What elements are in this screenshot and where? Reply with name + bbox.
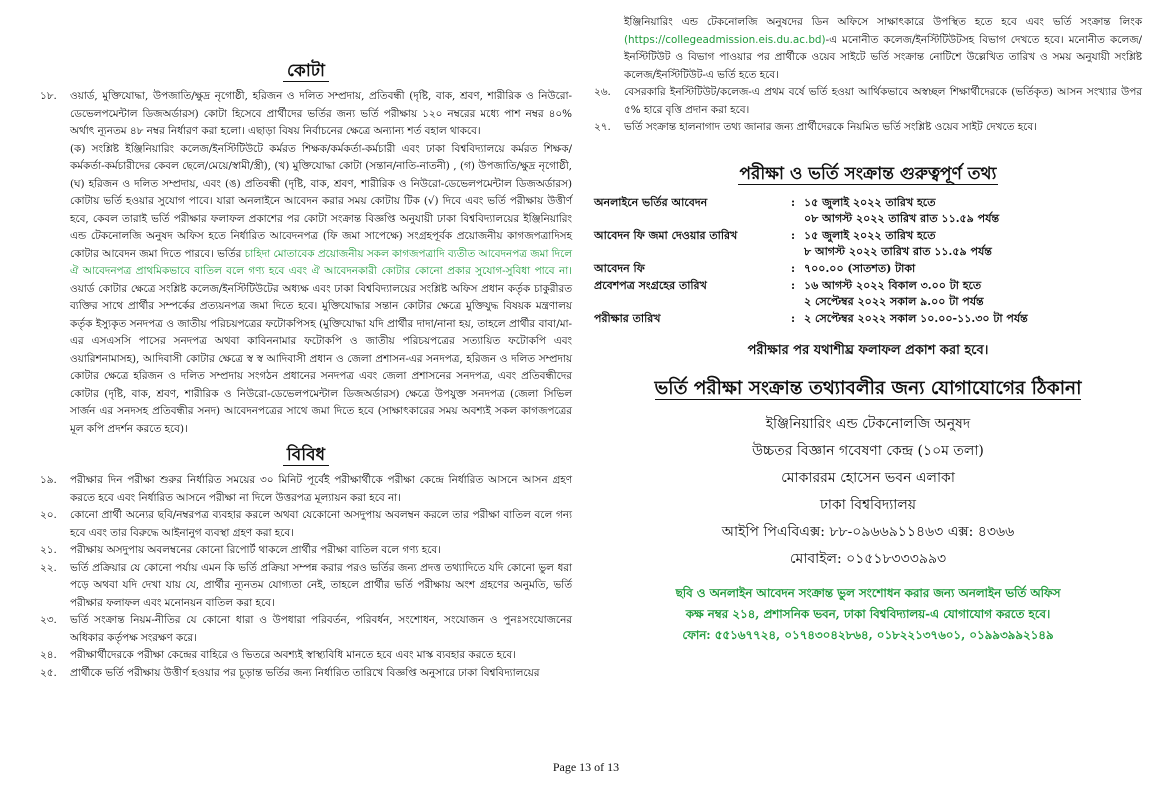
info-colon: : — [790, 228, 796, 242]
info-colon: : — [790, 311, 796, 325]
item-number: ২১. — [40, 544, 57, 556]
item-number: ২২. — [40, 561, 57, 574]
notice-phones: ফোন: ৫৫১৬৭৭২৪, ০১৭৪৩০৪২৮৬৪, ০১৮২২১৩৭৬০১, ০১৯৯৩৯৯২১৪৯ — [682, 627, 1054, 642]
contact-phone: আইপি পিএবিএক্স: ৮৮-০৯৬৬৯১১৪৬৩ এক্স: ৪৩৬৬ — [721, 523, 1015, 540]
contact-line: মোকাররম হোসেন ভবন এলাকা — [781, 469, 955, 486]
misc-heading: বিবিধ — [40, 442, 572, 470]
item-text: বেসরকারি ইনস্টিটিউট/কলেজ-এ প্রথম বর্ষে ভর্তি হওয়া আর্থিকভাবে অস্বচ্ছল শিক্ষার্থীদেরকে (ভর্তিকৃত) আসন সংখ্যার উপর ৫% হারে বৃত্তি প্রদান করা হবে। — [624, 86, 1142, 116]
contact-title: ভর্তি পরীক্ষা সংক্রান্ত তথ্যাবলীর জন্য যোগাযোগের ঠিকানা — [654, 377, 1082, 399]
info-value: ৭০০.০০ (সাতশত) টাকা — [804, 261, 916, 275]
info-label: পরীক্ষার তারিখ — [594, 311, 661, 325]
left-column — [40, 58, 572, 682]
item-number: ২০. — [40, 509, 57, 521]
continued-text-1: ইঞ্জিনিয়ারিং এন্ড টেকনোলজি অনুষদের ডিন অফিসে সাক্ষাৎকারে উপস্থিত হতে হবে এবং ভর্তি সংক্রান্ত লিংক — [624, 16, 1142, 28]
info-value: ১৫ জুলাই ২০২২ তারিখ হতে ৮ আগস্ট ২০২২ তারিখ রাত ১১.৫৯ পর্যন্ত — [804, 228, 992, 258]
online-office-notice — [594, 583, 1142, 646]
misc-item — [40, 612, 572, 647]
notice-line: কক্ষ নম্বর ২১৪, প্রশাসনিক ভবন, ঢাকা বিশ্ববিদ্যালয়-এ যোগাযোগ করতে হবে। — [685, 606, 1051, 621]
info-label: প্রবেশপত্র সংগ্রহের তারিখ — [594, 278, 707, 292]
item-text: প্রার্থীকে ভর্তি পরীক্ষায় উত্তীর্ণ হওয়ার পর চূড়ান্ত ভর্তির জন্য নির্ধারিত তারিখে বিজ্ঞপ্তি অনুসারে ঢাকা বিশ্ববিদ্যালয়ের — [70, 666, 540, 679]
item-text: ভর্তি প্রক্রিয়ার যে কোনো পর্যায় এমন কি ভর্তি প্রক্রিয়া সম্পন্ন করার পরও ভর্তির জন্য প্রদত্ত তথ্যাদিতে যদি কোনো ভুল ধরা পড়ে অথবা যদি দেখা যায় যে, প্রার্থীর ন্যূনতম যোগ্যতা নেই, তাহলে প্রার্থীর ভর্তি পরীক্ষায় অংশ গ্রহণের অনুমতি, ভর্তি পরীক্ষার ফলাফল এবং মনোনয়ন বাতিল করা হবে। — [70, 561, 572, 609]
item-number: ২৬. — [594, 86, 611, 98]
info-row — [594, 228, 1142, 260]
continued-text-2: -এ মনোনীত কলেজ/ইনস্টিটিউটসহ বিভাগ দেখতে হবে। মনোনীত কলেজ/ইনস্টিটিউট ও বিভাগ পাওয়ার পর প্রার্থীকে ওয়েব সাইটে ভর্তি সংক্রান্ত নোটিশে উল্লেখিত তারিখ ও সময় অনুযায়ী সংশ্লিষ্ট কলেজ/ইনস্টিটিউট-এ ভর্তি হতে হবে। — [624, 33, 1142, 81]
important-info-title: পরীক্ষা ও ভর্তি সংক্রান্ত গুরুত্বপূর্ণ তথ্য — [739, 163, 997, 184]
item-number: ২৫. — [40, 666, 57, 679]
important-info-table — [594, 195, 1142, 327]
quota-paragraph-2-c: ওয়ার্ড কোটার ক্ষেত্রে সংশ্লিষ্ট কলেজ/ইনস্টিটিউটের অধ্যক্ষ এবং ঢাকা বিশ্ববিদ্যালয়ের সংশ্লিষ্ট অফিস প্রধান কর্তৃক চাকুরীরত ব্যক্তির সাথে প্রার্থীর সম্পর্কের প্রত্যয়নপত্র জমা দিতে হবে। মুক্তিযোদ্ধার সন্তান কোটার ক্ষেত্রে মুক্তিযুদ্ধ বিষয়ক মন্ত্রণালয় কর্তৃক ইস্যুকৃত সনদপত্র ও জাতীয় পরিচয়পত্রের ফটোকপিসহ (মুক্তিযোদ্ধা যদি প্রার্থীর দাদা/নানা হয়, তাহলে প্রার্থীর বাবা/মা-এর এসএসসি পাসের সনদপত্র অথবা কাবিননামার ফটোকপি ও জাতীয় পরিচয়পত্রের সত্যায়িত ফটোকপি এবং ওয়ারিশনামাসহ), আদিবাসী কোটার ক্ষেত্রে স্ব স্ব আদিবাসী প্রধান ও জেলা প্রশাসন-এর সনদপত্র, হরিজন ও দলিত সম্প্রদায় কোটার ক্ষেত্রে হরিজন ও দলিত সম্প্রদায় সংগঠন প্রধানের সনদপত্র এবং জেলা প্রশাসনের সনদপত্র, এবং প্রতিবন্ধীদের কোটার (দৃষ্টি, বাক, শ্রবণ, শারীরিক ও নিউরো-ডেভেলপমেন্টাল ডিজঅর্ডারস) ক্ষেত্রে উপযুক্ত সনদপত্র (জেলা সিভিল সার্জন এর সনদসহ প্রতিবন্ধীর সনদ) আবেদনপত্রের সাথে জমা দিতে হবে (সাক্ষাৎকারের সময় অবশ্যই সকল কাগজপত্রের মূল কপি প্রদর্শন করতে হবে)। — [70, 282, 572, 435]
admission-link[interactable]: (https://collegeadmission.eis.du.ac.bd) — [624, 33, 826, 46]
notice-line: ছবি ও অনলাইন আবেদন সংক্রান্ত ভুল সংশোধন করার জন্য অনলাইন ভর্তি অফিস — [675, 585, 1061, 600]
misc-item — [40, 560, 572, 613]
info-value: ১৬ আগস্ট ২০২২ বিকাল ৩.০০ টা হতে ২ সেপ্টেম্বর ২০২২ সকাল ৯.০০ টা পর্যন্ত — [804, 278, 984, 308]
quota-heading: কোটা — [40, 58, 572, 86]
item-text: পরীক্ষার্থীদেরকে পরীক্ষা কেন্দ্রের বাহিরে ও ভিতরে অবশ্যই স্বাস্থ্যবিধি মানতে হবে এবং মাস্ক ব্যবহার করতে হবে। — [70, 649, 516, 661]
quota-paragraph-2 — [70, 141, 572, 439]
info-row — [594, 311, 1142, 327]
continued-item-25 — [594, 14, 1142, 84]
page-number: Page 13 of 13 — [552, 760, 620, 774]
item-text: পরীক্ষায় অসদুপায় অবলম্বনের কোনো রিপোর্ট থাকলে প্রার্থীর পরীক্ষা বাতিল বলে গণ্য হবে। — [70, 544, 441, 556]
quota-paragraph-1: ওয়ার্ড, মুক্তিযোদ্ধা, উপজাতি/ক্ষুদ্র নৃগোষ্ঠী, হরিজন ও দলিত সম্প্রদায়, প্রতিবন্ধী (দৃষ্টি, বাক, শ্রবণ, শারীরিক ও নিউরো-ডেভেলপমেন্টাল ডিজঅর্ডারস) কোটা হিসেবে প্রার্থীদের ভর্তির জন্য ভর্তি পরীক্ষায় ১২০ নম্বরের মধ্যে পাশ নম্বর ৪০% অর্থাৎ ন্যূনতম ৪৮ নম্বর নির্ধারণ করা হলো। এছাড়া বিষয় নির্বাচনের ক্ষেত্রে অন্যান্য শর্ত বহাল থাকবে। — [70, 90, 572, 137]
misc-item — [40, 472, 572, 507]
info-label: আবেদন ফি জমা দেওয়ার তারিখ — [594, 228, 738, 242]
item-text: ভর্তি সংক্রান্ত হালনাগাদ তথ্য জানার জন্য প্রার্থীদেরকে নিয়মিত ভর্তি সংশ্লিষ্ট ওয়েব সাইট দেখতে হবে। — [624, 121, 1037, 133]
info-row — [594, 261, 1142, 277]
contact-address — [594, 411, 1142, 573]
item-text: ভর্তি সংক্রান্ত নিয়ম-নীতির যে কোনো ধারা ও উপধারা পরিবর্তন, পরিবর্ধন, সংশোধন, সংযোজন ও পুনঃসংযোজনের অধিকার কর্তৃপক্ষ সংরক্ষণ করে। — [70, 614, 572, 644]
item-text: পরীক্ষার দিন পরীক্ষা শুরুর নির্ধারিত সময়ের ৩০ মিনিট পূর্বেই পরীক্ষার্থীকে পরীক্ষা কেন্দ্রে নির্ধারিত আসনে আসন গ্রহণ করতে হবে এবং নির্ধারিত আসনে পরীক্ষা না দিলে উত্তরপত্র মূল্যায়ন করা হবে না। — [70, 474, 572, 504]
misc-item — [40, 542, 572, 560]
quota-warning-green: চাহিদা মোতাবেক প্রয়োজনীয় সকল কাগজপত্রাদি ব্যতীত আবেদনপত্র জমা দিলে ঐ আবেদনপত্র প্রাথমিকভাবে বাতিল বলে গণ্য হবে এবং ঐ আবেদনকারী কোটার কোনো প্রকার সুযোগ-সুবিধা পাবে না। — [70, 247, 572, 277]
result-note: পরীক্ষার পর যথাশীঘ্র ফলাফল প্রকাশ করা হবে। — [747, 342, 989, 358]
info-value: ১৫ জুলাই ২০২২ তারিখ হতে ০৮ আগস্ট ২০২২ তারিখ রাত ১১.৫৯ পর্যন্ত — [804, 195, 1000, 225]
item-text: কোনো প্রার্থী অন্যের ছবি/নম্বরপত্র ব্যবহার করলে অথবা যেকোনো অসদুপায় অবলম্বন করলে তার পরীক্ষা বাতিল বলে গন্য হবে এবং তার বিরুদ্ধে আইনানুগ ব্যবস্থা গ্রহণ করা হবে। — [70, 509, 572, 539]
info-label: আবেদন ফি — [594, 261, 645, 275]
info-value: ২ সেপ্টেম্বর ২০২২ সকাল ১০.০০-১১.৩০ টা পর্যন্ত — [804, 311, 1028, 325]
right-item — [594, 119, 1142, 137]
misc-item — [40, 647, 572, 665]
right-item — [594, 84, 1142, 119]
misc-item — [40, 665, 572, 683]
info-label: অনলাইনে ভর্তির আবেদন — [594, 195, 708, 209]
quota-paragraph-2-a: (ক) সংশ্লিষ্ট ইঞ্জিনিয়ারিং কলেজ/ইনস্টিটিউটে কর্মরত শিক্ষক/কর্মকর্তা-কর্মচারী এবং ঢাকা বিশ্ববিদ্যালয়ে কর্মরত শিক্ষক/কর্মকর্তা-কর্মচারীদের কেবল ছেলে/মেয়ে/স্বামী/স্ত্রী), (খ) মুক্তিযোদ্ধা কোটা (সন্তান/নাতি-নাতনী) , (গ) উপজাতি/ক্ষুদ্র নৃগোষ্ঠী, (ঘ) হরিজন ও দলিত সম্প্রদায়, এবং (ঙ) প্রতিবন্ধী (দৃষ্টি, বাক, শ্রবণ, শারীরিক ও নিউরো-ডেভেলপমেন্টাল ডিজঅর্ডারস) কোটায় ভর্তি হওয়ার সুযোগ পাবে। যারা অনলাইনে আবেদন করার সময় কোটায় টিক (√) দিবে এবং ভর্তি পরীক্ষায় উত্তীর্ণ হবে, কেবল তারাই ভর্তি পরীক্ষার ফলাফল প্রকাশের পর কোটা সংক্রান্ত বিজ্ঞপ্তি অনুযায়ী ঢাকা বিশ্ববিদ্যালয়ের ইঞ্জিনিয়ারিং এন্ড টেকনোলজি অনুষদ অফিস হতে নির্ধারিত আবেদনপত্র (ফি জমা সাপেক্ষে) সংগ্রহপূর্বক প্রয়োজনীয় কাগজপত্রাদিসহ কোটার আবেদন জমা দিতে পারবে। ভর্তির — [70, 142, 572, 260]
item-number: ২৪. — [40, 649, 57, 661]
quota-item-18 — [40, 88, 572, 438]
info-row — [594, 195, 1142, 227]
misc-item — [40, 507, 572, 542]
info-colon: : — [790, 195, 796, 209]
right-column — [594, 14, 1142, 646]
contact-line: ঢাকা বিশ্ববিদ্যালয় — [819, 496, 917, 513]
info-colon: : — [790, 261, 796, 275]
contact-line: ইঞ্জিনিয়ারিং এন্ড টেকনোলজি অনুষদ — [765, 415, 971, 432]
item-number: ২৭. — [594, 121, 611, 133]
item-number: ১৮. — [40, 90, 57, 102]
info-row — [594, 278, 1142, 310]
info-colon: : — [790, 278, 796, 292]
item-number: ১৯. — [40, 474, 57, 486]
item-number: ২৩. — [40, 614, 57, 626]
contact-line: উচ্চতর বিজ্ঞান গবেষণা কেন্দ্র (১০ম তলা) — [752, 442, 984, 459]
contact-mobile: মোবাইল: ০১৫১৮৩৩৩৯৯৩ — [789, 550, 947, 567]
